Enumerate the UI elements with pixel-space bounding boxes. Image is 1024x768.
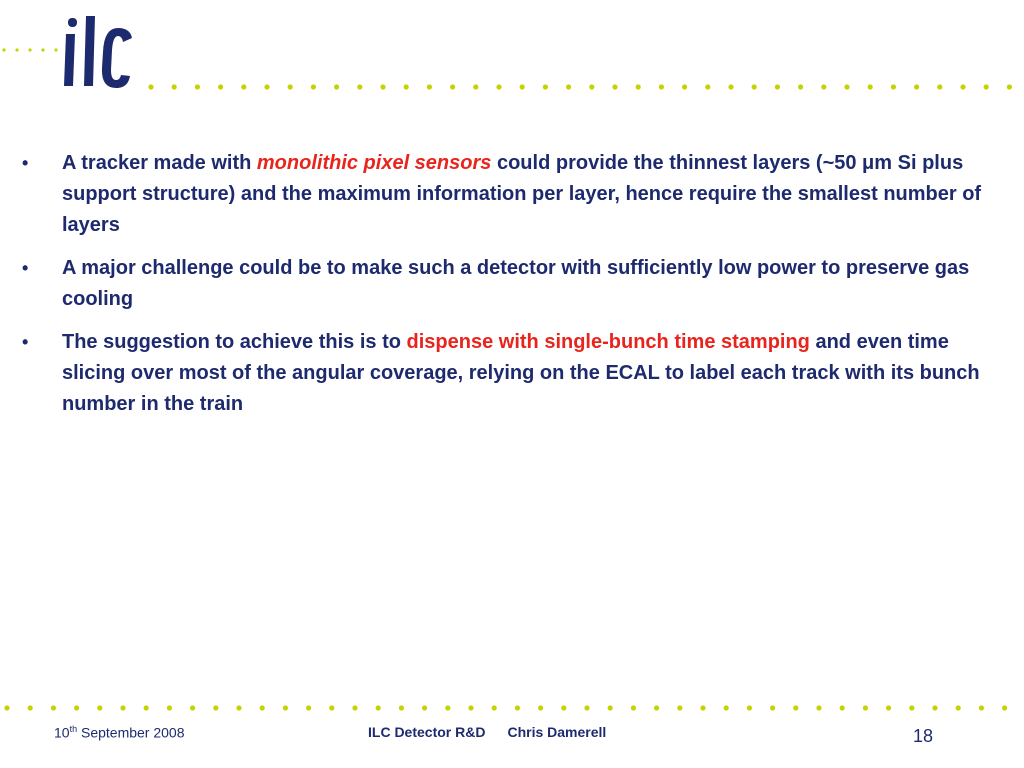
decorative-dot <box>724 705 729 710</box>
decorative-dot <box>844 84 849 89</box>
decorative-dot <box>1007 84 1012 89</box>
decorative-dot <box>306 705 311 710</box>
decorative-dot <box>979 705 984 710</box>
decorative-dot <box>97 705 102 710</box>
decorative-dot <box>357 84 362 89</box>
decorative-dot <box>1002 705 1007 710</box>
decorative-dot <box>631 705 636 710</box>
decorative-dot <box>816 705 821 710</box>
decorative-dot <box>260 705 265 710</box>
decorative-dot <box>496 84 501 89</box>
decorative-dot <box>752 84 757 89</box>
decorative-dot <box>468 705 473 710</box>
decorative-dot <box>264 84 269 89</box>
decorative-dot <box>561 705 566 710</box>
bullet-text-segment: The suggestion to achieve this is to <box>62 331 407 353</box>
decorative-dot <box>422 705 427 710</box>
decorative-dot <box>770 705 775 710</box>
decorative-dot <box>120 705 125 710</box>
page-number: 18 <box>913 726 934 746</box>
footer-author: Chris Damerell <box>507 724 607 740</box>
decorative-dot <box>612 84 617 89</box>
bullet-item <box>22 253 1012 315</box>
decorative-dot <box>932 705 937 710</box>
bullet-text-segment: could provide the thinnest layers (~50 μm Si plus support structure) and the maximum information per layer, hence require the smallest number of layers <box>62 152 982 236</box>
decorative-dot <box>236 705 241 710</box>
decorative-dot <box>868 84 873 89</box>
bullet-text <box>62 327 1012 420</box>
decorative-dot <box>821 84 826 89</box>
decorative-dot <box>376 705 381 710</box>
decorative-dot <box>172 84 177 89</box>
footer-date-rest: September 2008 <box>77 724 185 741</box>
decorative-dot <box>538 705 543 710</box>
decorative-dot <box>241 84 246 89</box>
decorative-dot <box>705 84 710 89</box>
bullet-marker: • <box>22 332 29 352</box>
decorative-dot <box>404 84 409 89</box>
footer-date-suffix: th <box>69 724 78 734</box>
decorative-dot <box>445 705 450 710</box>
bullet-text <box>62 253 1012 315</box>
decorative-dot <box>984 84 989 89</box>
decorative-dot <box>450 84 455 89</box>
decorative-dot <box>520 84 525 89</box>
decorative-dot <box>195 84 200 89</box>
bullet-text-segment: A tracker made with <box>62 152 257 174</box>
bullet-item <box>22 327 1012 420</box>
decorative-dot <box>937 84 942 89</box>
decorative-dot <box>798 84 803 89</box>
bullet-text <box>62 148 1012 241</box>
decorative-dot <box>775 84 780 89</box>
decorative-dot <box>886 705 891 710</box>
decorative-dot <box>148 84 153 89</box>
decorative-dot-row-left <box>0 46 60 54</box>
decorative-dot <box>144 705 149 710</box>
bullet-marker: • <box>22 153 29 173</box>
highlighted-phrase: monolithic pixel sensors <box>256 152 492 174</box>
decorative-dot <box>380 84 385 89</box>
footer-presentation-title: ILC Detector R&D <box>368 724 486 740</box>
decorative-dot <box>334 84 339 89</box>
decorative-dot <box>566 84 571 89</box>
decorative-dot <box>41 48 44 51</box>
decorative-dot <box>288 84 293 89</box>
decorative-dot <box>492 705 497 710</box>
decorative-dot <box>51 705 56 710</box>
decorative-dot <box>190 705 195 710</box>
decorative-dot <box>682 84 687 89</box>
decorative-dot <box>584 705 589 710</box>
footer-date <box>54 724 185 741</box>
highlighted-phrase: dispense with single-bunch time stamping <box>406 331 810 353</box>
decorative-dot <box>700 705 705 710</box>
decorative-dot <box>659 84 664 89</box>
decorative-dot <box>15 48 18 51</box>
footer-title <box>368 724 606 740</box>
decorative-dot <box>427 84 432 89</box>
decorative-dot <box>515 705 520 710</box>
decorative-dot <box>4 705 9 710</box>
decorative-dot <box>399 705 404 710</box>
decorative-dot <box>2 48 5 51</box>
bullet-marker: • <box>22 258 29 278</box>
decorative-dot <box>54 48 57 51</box>
decorative-dot <box>677 705 682 710</box>
decorative-dot <box>28 48 31 51</box>
decorative-dot <box>167 705 172 710</box>
slide-body <box>22 148 1012 432</box>
decorative-dot-row-top <box>140 82 1024 92</box>
decorative-dot <box>909 705 914 710</box>
footer-date-day: 10 <box>54 724 70 741</box>
decorative-dot <box>793 705 798 710</box>
decorative-dot <box>654 705 659 710</box>
decorative-dot <box>473 84 478 89</box>
decorative-dot <box>914 84 919 89</box>
decorative-dot <box>329 705 334 710</box>
decorative-dot <box>863 705 868 710</box>
decorative-dot <box>74 705 79 710</box>
bullet-text-segment: A major challenge could be to make such a detector with sufficiently low power to preserve gas cooling <box>62 257 970 310</box>
decorative-dot <box>608 705 613 710</box>
decorative-dot <box>840 705 845 710</box>
decorative-dot-row-bottom <box>0 703 1024 713</box>
decorative-dot <box>352 705 357 710</box>
bullet-text-segment: and even time slicing over most of the angular coverage, relying on the ECAL to label each track with its bunch number in the train <box>62 331 980 415</box>
decorative-dot <box>956 705 961 710</box>
decorative-dot <box>543 84 548 89</box>
decorative-dot <box>747 705 752 710</box>
decorative-dot <box>728 84 733 89</box>
decorative-dot <box>589 84 594 89</box>
bullet-item <box>22 148 1012 241</box>
ilc-logo-icon <box>60 12 142 94</box>
decorative-dot <box>636 84 641 89</box>
decorative-dot <box>311 84 316 89</box>
decorative-dot <box>283 705 288 710</box>
decorative-dot <box>960 84 965 89</box>
decorative-dot <box>213 705 218 710</box>
decorative-dot <box>28 705 33 710</box>
decorative-dot <box>218 84 223 89</box>
decorative-dot <box>891 84 896 89</box>
